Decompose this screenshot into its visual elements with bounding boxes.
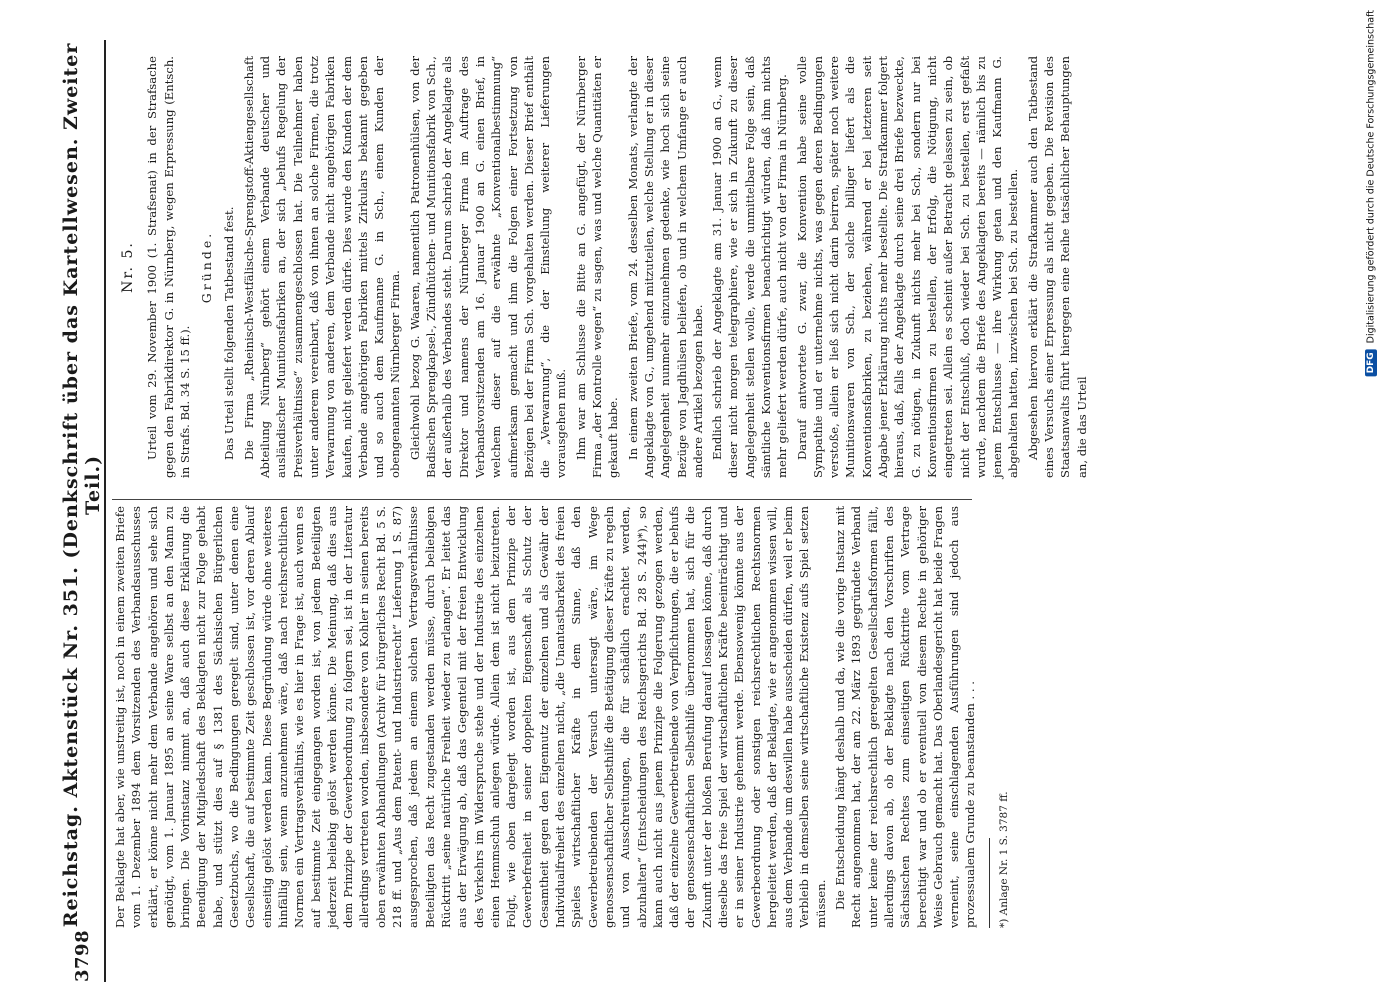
right-paragraph: In einem zweiten Briefe, vom 24. desselben Monats, verlangte der Angeklagte von G., umgehend mitzuteilen, welche Stellung er in dieser Angelegenheit nunmehr einzunehmen gedenke, wie hoch sich seine Bezüge von Jagdhülsen beliefen, ob und in welchem Umfange er auch andere Artikel bezogen habe. bbox=[625, 56, 705, 478]
judgment-intro: Urteil vom 29. November 1900 (1. Strafsenat) in der Strafsache gegen den Fabrikdirektor G. in Nürnberg, wegen Erpressung (Entsch. in Strafs. Bd. 34 S. 15 ff.). bbox=[145, 56, 192, 478]
page-header bbox=[62, 40, 102, 982]
column-divider bbox=[112, 499, 972, 500]
footnote: *) Anlage Nr. 1 S. 3787 ff. bbox=[997, 791, 1010, 928]
dfg-logo: DFG bbox=[1365, 349, 1377, 376]
right-column bbox=[112, 56, 1089, 478]
left-paragraph: Die Entscheidung hängt deshalb und da, wie die vorige Instanz mit Recht angenommen hat, der am 22. März 1893 gegründete Verband unter keine der reichsrechtlich geregelten Gesellschaftsformen fällt, allerdings davon ab, ob der Beklagte nach den Vorschriften des Sächsischen Rechtes zum einseitigen Rücktritte vom Vertrage berechtigt war und ob er eventuell von diesem Rechte in gehöriger Weise Gebrauch gemacht hat. Das Oberlandesgericht hat beide Fragen verneint, seine einschlagenden Ausführungen sind jedoch aus prozessualem Grunde zu beanstanden . . . bbox=[833, 506, 978, 928]
right-paragraph: Gleichwohl bezog G. Waaren, namentlich Patronenhülsen, von der Badischen Sprengkapsel-, Zündhütchen- und Munitionsfabrik von Sch., der außerhalb des Verbandes steht. Darum schrieb der Angeklagte als Direktor und namens der Nürnberger Firma im Auftrage des Verbandsvorsitzenden am 16. Januar 1900 an G. einen Brief, in welchem dieser auf die erwähnte „Konventionalbestimmung“ aufmerksam gemacht und ihm die Folgen einer Fortsetzung von Bezügen bei der Firma Sch. vorgehalten werden. Dieser Brief enthält die „Verwarnung“, die der Einstellung weiterer Lieferungen vorausgehen muß. bbox=[407, 56, 569, 478]
page-number: 3798 bbox=[71, 929, 93, 982]
right-paragraph: Das Urteil stellt folgenden Tatbestand fest. bbox=[222, 206, 237, 460]
subheading: Gründe. bbox=[199, 230, 215, 304]
right-paragraph: Endlich schrieb der Angeklagte am 31. Januar 1900 an G., wenn dieser nicht morgen telegraphiere, wie er sich in Zukunft zu dieser Angelegenheit stellen wolle, werde die unmittelbare Folge sein, daß sämtliche Konventionsfirmen benachrichtigt würden, daß ihm nichts mehr geliefert werden dürfe, auch nicht von der Firma in Nürnberg. bbox=[710, 56, 790, 478]
section-heading: Nr. 5. bbox=[120, 241, 136, 293]
footnote-rule bbox=[989, 838, 990, 928]
header-rule bbox=[104, 40, 106, 982]
left-paragraph: Der Beklagte hat aber, wie unstreitig ist, noch in einem zweiten Briefe vom 1. Dezember 1894 dem Vorsitzenden des Verbandsausschusses erklärt, er könne nicht mehr dem Verbande angehören und sehe sich genötigt, vom 1. Januar 1895 an seine Ware selbst an den Mann zu bringen. Die Vorinstanz nimmt an, daß auch diese Erklärung die Beendigung der Mitgliedschaft des Beklagten nicht zur Folge gehabt habe, und stützt dies auf § 1381 des Sächsischen Bürgerlichen Gesetzbuchs, wo die Bedingungen geregelt sind, unter denen eine Gesellschaft, die auf bestimmte Zeit geschlossen ist, vor deren Ablauf einseitig gelöst werden kann. Diese Begründung würde ohne weiteres hinfällig sein, wenn anzunehmen wäre, daß nach reichsrechtlichen Normen ein Vertragsverhältnis, wie es hier in Frage ist, auch wenn es auf bestimmte Zeit eingegangen worden ist, von jedem Beteiligten jederzeit beliebig gelöst werden könne. Die Meinung, daß dies aus dem Prinzipe der Gewerbeordnung zu folgern sei, ist in der Literatur allerdings vertreten worden, insbesondere von Kohler in seinen bereits oben erwähnten Abhandlungen (Archiv für bürgerliches Recht Bd. 5 S. 218 ff. und „Aus dem Patent- und Industrierecht“ Lieferung 1 S. 87) ausgesprochen, daß jedem an einem solchen Vertragsverhältnisse Beteiligten das Recht zugestanden werden müsse, durch beliebigen Rücktritt „seine natürliche Freiheit wieder zu erlangen“. Er leitet das aus der Erwägung ab, daß das Gegenteil mit der freien Entwicklung des Verkehrs im Widerspruche stehe und der Industrie des einzelnen einen Hemmschuh anlegen würde. Allein dem ist nicht beizutreten. Folgt, wie oben dargelegt worden ist, aus dem Prinzipe der Gewerbefreiheit in seiner doppelten Eigenschaft als Schutz der Gesamtheit gegen den Eigennutz der einzelnen und als Gewähr der Individualfreiheit des einzelnen nicht, „die Unantastbarkeit des freien Spieles wirtschaftlicher Kräfte in dem Sinne, daß den Gewerbetreibenden der Versuch untersagt wäre, im Wege genossenschaftlicher Selbsthilfe die Betätigung dieser Kräfte zu regeln und von Ausschreitungen, die für schädlich erachtet werden, abzuhalten“ (Entscheidungen des Reichsgerichts Bd. 28 S. 244)*), so kann auch nicht aus jenem Prinzipe die Folgerung gezogen werden, daß der einzelne Gewerbetreibende von Verpflichtungen, die er behufs der genossenschaftlichen Selbsthilfe übernommen hat, sich für die Zukunft unter der bloßen Berufung darauf lossagen könne, daß durch dieselbe das freie Spiel der wirtschaftlichen Kräfte beeinträchtigt und er in seiner Industrie gehemmt werde. Ebensowenig könnte aus der Gewerbeordnung oder sonstigen reichsrechtlichen Rechtsnormen hergeleitet werden, daß der Beklagte, wie er angenommen wissen will, aus dem Verbande um deswillen habe ausscheiden dürfen, weil er beim Verbleib in demselben seine wirtschaftliche Existenz aufs Spiel setzen müssen. bbox=[113, 506, 828, 928]
digitization-credit bbox=[1365, 10, 1377, 376]
left-column bbox=[112, 506, 1010, 928]
right-paragraph: Die Firma „Rheinisch-Westfälische-Sprengstoff-Aktiengesellschaft Abteilung Nürnberg“ gehört einem Verbande deutscher und ausländischer Munitionsfabriken an, der sich „behufs Regelung der Preisverhältnisse“ zusammengeschlossen hat. Die Teilnehmer haben unter anderem vereinbart, daß von ihnen an solche Firmen, die trotz Verwarnung von anderen, dem Verbande nicht angehörigen Fabriken kaufen, nicht geliefert werden dürfe. Dies wurde den Kunden der dem Verbande angehörigen Fabriken mittels Zirkulars bekannt gegeben und so auch dem Kaufmanne G. in Sch., einem Kunden der obengenannten Nürnberger Firma. bbox=[241, 56, 403, 478]
running-title: Reichstag. Aktenstück Nr. 351. (Denkschrift über das Kartellwesen. Zweiter Teil.) bbox=[60, 42, 104, 928]
right-paragraph: Ihm war am Schlusse die Bitte an G. angefügt, der Nürnberger Firma „der Kontrolle wegen“ zu sagen, was und welche Quantitäten er gekauft habe. bbox=[573, 56, 621, 478]
right-paragraph: Abgesehen hiervon erklärt die Strafkammer auch den Tatbestand eines Versuchs einer Erpressung als nicht gegeben. Die Revision des Staatsanwalts führt hiergegen eine Reihe tatsächlicher Behauptungen an, die das Urteil bbox=[1025, 56, 1089, 478]
credit-text: Digitalisierung gefördert durch die Deutsche Forschungsgemeinschaft bbox=[1365, 10, 1377, 344]
right-paragraph: Darauf antwortete G. zwar, die Konvention habe seine volle Sympathie und er unternehme nichts, was gegen deren Bedingungen verstoße, allein er ließ sich nicht darin beirren, später noch weitere Munitionswaren von Sch., der solche billiger liefert als die Konventionsfabriken, zu beziehen, während er bei letzteren seit Abgabe jener Erklärung nichts mehr bestellte. Die Strafkammer folgert hieraus, daß, falls der Angeklagte durch seine drei Briefe bezweckte, G. zu nötigen, in Zukunft nichts mehr bei Sch., sondern nur bei Konventionsfirmen zu bestellen, der Erfolg, die Nötigung, nicht eingetreten sei. Allein es scheint außer Betracht gelassen zu sein, ob nicht der Entschluß, doch wieder bei Sch. zu bestellen, erst gefaßt wurde, nachdem die Briefe des Angeklagten bereits — nämlich bis zu jenem Entschlusse — ihre Wirkung getan und den Kaufmann G. abgehalten hatten, inzwischen bei Sch. zu bestellen. bbox=[794, 56, 1021, 478]
